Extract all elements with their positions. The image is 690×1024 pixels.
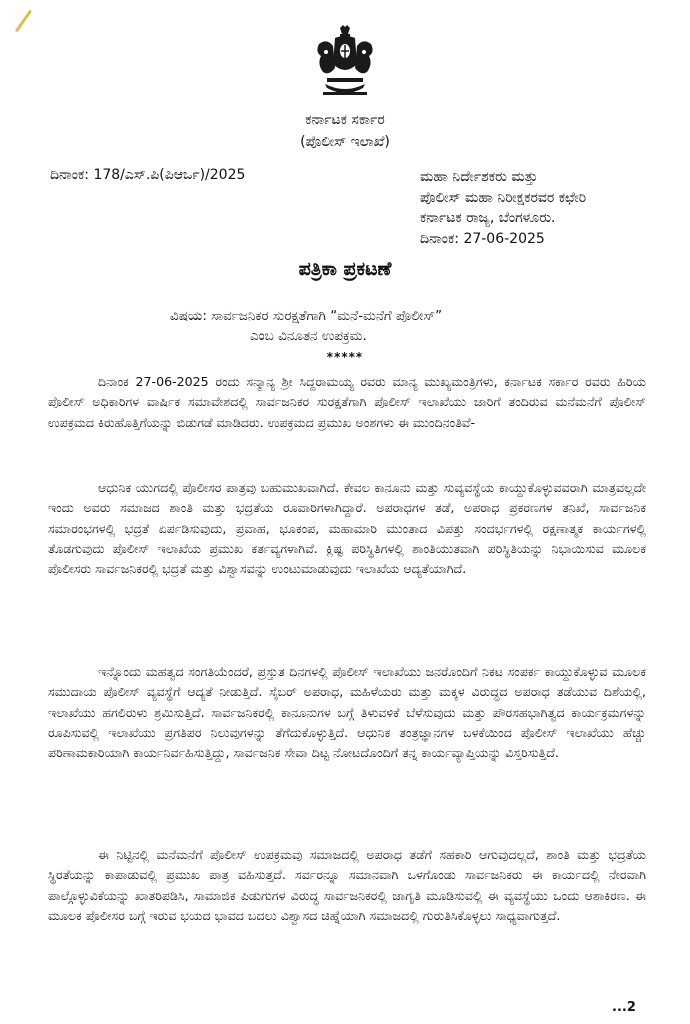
- office-address: [420, 167, 586, 249]
- subject-line: ಎಂಬ ವಿನೂತನ ಉಪಕ್ರಮ.: [250, 328, 367, 344]
- pen-mark: [15, 9, 32, 32]
- reference-number: ದಿನಾಂಕ: 178/ಎಸ್.ಪಿ(ಪಿಆರ್ಒ)/2025: [50, 167, 246, 183]
- subject-line: ವಿಷಯ: ಸಾರ್ವಜನಿಕರ ಸುರಕ್ಷತೆಗಾಗಿ “ಮನೆ-ಮನೆಗೆ ಪೊಲೀಸ್”: [170, 308, 443, 324]
- paragraph: ಈ ನಿಟ್ಟಿನಲ್ಲಿ ಮನೆಮನೆಗೆ ಪೊಲೀಸ್ ಉಪಕ್ರಮವು ಸಮಾಜದಲ್ಲಿ ಅಪರಾಧ ತಡೆಗೆ ಸಹಕಾರಿ ಆಗುವುದಲ್ಲದೆ, ಶಾಂತಿ ಮತ್ತು ಭದ್ರತೆಯ ಸ್ಥಿರತೆಯನ್ನು ಕಾಪಾಡುವಲ್ಲಿ ಪ್ರಮುಖ ಪಾತ್ರ ವಹಿಸುತ್ತದೆ. ಸರ್ವರನ್ನೂ ಸಮಾನವಾಗಿ ಒಳಗೊಂಡು ಸಾರ್ವಜನಿಕರು ಈ ಕಾರ್ಯದಲ್ಲಿ ನೇರವಾಗಿ ಪಾಲ್ಗೊಳ್ಳುವಿಕೆಯನ್ನು ಖಾತರಿಪಡಿಸಿ, ಸಾಮಾಜಿಕ ಪಿಡುಗುಗಳ ವಿರುದ್ಧ ಸಾರ್ವಜನಿಕರಲ್ಲಿ ಜಾಗೃತಿ ಮೂಡಿಸುವಲ್ಲಿ ಈ ವ್ಯವಸ್ಥೆಯು ಒಂದು ಆಶಾಕಿರಣ. ಈ ಮೂಲಕ ಪೊಲೀಸರ ಬಗ್ಗೆ ಇರುವ ಭಯದ ಭಾವದ ಬದಲು ವಿಶ್ವಾಸದ ಚಿಹ್ನೆಯಾಗಿ ಸಮಾಜದಲ್ಲಿ ಗುರುತಿಸಿಕೊಳ್ಳಲು ಸಾಧ್ಯವಾಗುತ್ತದೆ.: [48, 847, 646, 923]
- document-date: ದಿನಾಂಕ: 27-06-2025: [420, 230, 545, 247]
- paragraph: ಇನ್ನೊಂದು ಮಹತ್ವದ ಸಂಗತಿಯೆಂದರೆ, ಪ್ರಸ್ತುತ ದಿನಗಳಲ್ಲಿ ಪೊಲೀಸ್ ಇಲಾಖೆಯು ಜನರೊಂದಿಗೆ ನಿಕಟ ಸಂಪರ್ಕ ಕಾಯ್ದುಕೊಳ್ಳುವ ಮೂಲಕ ಸಮುದಾಯ ಪೊಲೀಸ್ ವ್ಯವಸ್ಥೆಗೆ ಆದ್ಯತೆ ನೀಡುತ್ತಿದೆ. ಸೈಬರ್ ಅಪರಾಧ, ಮಹಿಳೆಯರು ಮತ್ತು ಮಕ್ಕಳ ವಿರುದ್ಧದ ಅಪರಾಧ ತಡೆಯುವ ದಿಶೆಯಲ್ಲಿ, ಇಲಾಖೆಯು ಹಗಲಿರುಳು ಶ್ರಮಿಸುತ್ತಿದೆ. ಸಾರ್ವಜನಿಕರಲ್ಲಿ ಕಾನೂನುಗಳ ಬಗ್ಗೆ ತಿಳುವಳಿಕೆ ಬೆಳೆಸುವುದು ಮತ್ತು ಪೌರಸಹಭಾಗಿತ್ವದ ಕಾರ್ಯಕ್ರಮಗಳನ್ನು ರೂಪಿಸುವಲ್ಲಿ ಇಲಾಖೆಯು ಪ್ರಗತಿಪರ ನಿಲುವುಗಳನ್ನು ತೆಗೆದುಕೊಳ್ಳುತ್ತಿದೆ. ಆಧುನಿಕ ತಂತ್ರಜ್ಞಾನಗಳ ಬಳಕೆಯಿಂದ ಪೊಲೀಸ್ ಇಲಾಖೆಯು ಹೆಚ್ಚು ಪರಿಣಾಮಕಾರಿಯಾಗಿ ಕಾರ್ಯನಿರ್ವಹಿಸುತ್ತಿದ್ದು, ಸಾರ್ವಜನಿಕ ಸೇವಾ ದಿಟ್ಟ ನೋಟದೊಂದಿಗೆ ತನ್ನ ಕಾರ್ಯವ್ಯಾಪ್ತಿಯನ್ನು ವಿಸ್ತರಿಸುತ್ತಿದೆ.: [48, 664, 646, 761]
- state-emblem-icon: [313, 24, 377, 102]
- page-title: ಪತ್ರಿಕಾ ಪ್ರಕಟಣೆ: [298, 258, 392, 280]
- paragraph: ಆಧುನಿಕ ಯುಗದಲ್ಲಿ ಪೊಲೀಸರ ಪಾತ್ರವು ಬಹುಮುಖವಾಗಿದೆ. ಕೇವಲ ಕಾನೂನು ಮತ್ತು ಸುವ್ಯವಸ್ಥೆಯ ಕಾಯ್ದುಕೊಳ್ಳುವವರಾಗಿ ಮಾತ್ರವಲ್ಲದೇ ಇಂದು ಅವರು ಸಮಾಜದ ಶಾಂತಿ ಮತ್ತು ಭದ್ರತೆಯ ರೂವಾರಿಗಳಾಗಿದ್ದಾರೆ. ಅಪರಾಧಗಳ ತಡೆ, ಅಪರಾಧ ಪ್ರಕರಣಗಳ ತನಿಖೆ, ಸಾರ್ವಜನಿಕ ಸಮಾರಂಭಗಳಲ್ಲಿ ಭದ್ರತೆ ಏರ್ಪಡಿಸುವುದು, ಪ್ರವಾಹ, ಭೂಕಂಪ, ಮಹಾಮಾರಿ ಮುಂತಾದ ವಿಪತ್ತು ಸಂದರ್ಭಗಳಲ್ಲಿ ರಕ್ಷಣಾತ್ಮಕ ಕಾರ್ಯಗಳಲ್ಲಿ ತೊಡಗುವುದು ಪೊಲೀಸ್ ಇಲಾಖೆಯ ಪ್ರಮುಖ ಕರ್ತವ್ಯಗಳಾಗಿವೆ. ಕ್ಲಿಷ್ಟ ಪರಿಸ್ಥಿತಿಗಳಲ್ಲಿ ಶಾಂತಿಯುತವಾಗಿ ಪರಿಸ್ಥಿತಿಯನ್ನು ನಿಭಾಯಿಸುವ ಮೂಲಕ ಪೊಲೀಸರು ಸಾರ್ವಜನಿಕರಲ್ಲಿ ಭದ್ರತೆ ಮತ್ತು ವಿಶ್ವಾಸವನ್ನು ಉಂಟುಮಾಡುವುದು ಇಲಾಖೆಯ ಆದ್ಯತೆಯಾಗಿದೆ.: [48, 480, 646, 577]
- office-line: ಕರ್ನಾಟಕ ರಾಜ್ಯ, ಬೆಂಗಳೂರು.: [420, 210, 556, 226]
- page-continuation: ...2: [612, 1000, 636, 1015]
- office-line: ಮಹಾ ನಿರ್ದೇಶಕರು ಮತ್ತು: [420, 169, 538, 185]
- paragraph: ದಿನಾಂಕ 27-06-2025 ರಂದು ಸನ್ಮಾನ್ಯ ಶ್ರೀ ಸಿದ್ದರಾಮಯ್ಯ ರವರು ಮಾನ್ಯ ಮುಖ್ಯಮಂತ್ರಿಗಳು, ಕರ್ನಾಟಕ ಸರ್ಕಾರ ರವರು ಹಿರಿಯ ಪೊಲೀಸ್ ಅಧಿಕಾರಿಗಳ ವಾರ್ಷಿಕ ಸಮಾವೇಶದಲ್ಲಿ ಸಾರ್ವಜನಿಕರ ಸುರಕ್ಷತೆಗಾಗಿ ಪೊಲೀಸ್ ಇಲಾಖೆಯು ಜಾರಿಗೆ ತಂದಿರುವ ಮನೆಮನೆಗೆ ಪೊಲೀಸ್ ಉಪಕ್ರಮದ ಕಿರುಹೊತ್ತಿಗೆಯನ್ನು ಬಿಡುಗಡೆ ಮಾಡಿದರು. ಉಪಕ್ರಮದ ಪ್ರಮುಖ ಅಂಶಗಳು ಈ ಮುಂದಿನಂತಿವೆ-: [48, 374, 646, 430]
- subject: [170, 306, 442, 346]
- government-name: ಕರ್ನಾಟಕ ಸರ್ಕಾರ: [305, 112, 385, 128]
- office-line: ಪೊಲೀಸ್ ಮಹಾ ನಿರೀಕ್ಷಕರವರ ಕಛೇರಿ: [420, 189, 587, 206]
- separator: *****: [326, 350, 364, 364]
- department-name: (ಪೊಲೀಸ್ ಇಲಾಖೆ): [300, 134, 390, 150]
